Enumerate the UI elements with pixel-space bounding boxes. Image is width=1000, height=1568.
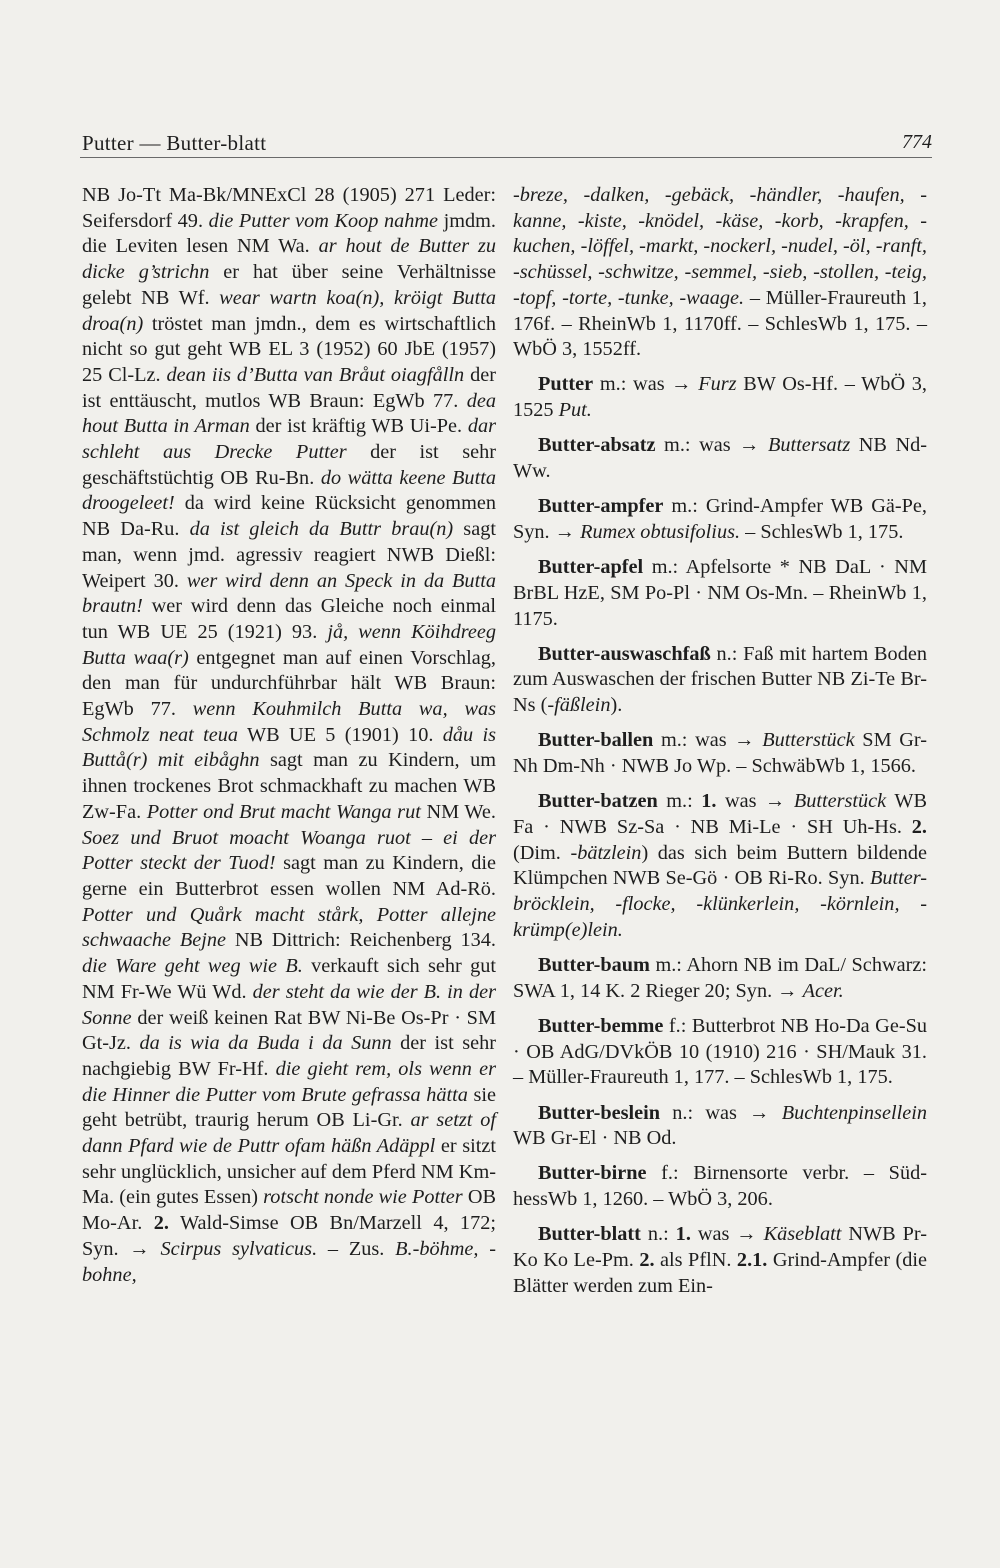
- entry-headword: Butter-apfel: [538, 556, 644, 579]
- dictionary-entry: [513, 555, 927, 632]
- header-rule: [80, 157, 932, 158]
- dictionary-entry: [513, 642, 927, 719]
- entry-list: [513, 372, 927, 1299]
- dictionary-entry: [513, 1222, 927, 1299]
- dictionary-entry: [513, 433, 927, 484]
- entry-body: m.: 1. was → Butterstück WB Fa · NWB Sz-Sa · NB Mi-Le · SH Uh-Hs. 2. (Dim. -bätzlein) das sich beim Buttern bildende Klümpchen NWB Se-Gö · OB Ri-Ro. Syn. Butter-bröcklein, -flocke, -klünkerlein, -körnlein, -krümp(e)lein.: [513, 790, 927, 941]
- entry-headword: Butter-baum: [538, 953, 650, 976]
- entry-headword: Butter-birne: [538, 1162, 647, 1185]
- entry-body: n.: was → Buchtenpinsellein WB Gr-El · NB Od.: [513, 1101, 927, 1150]
- entry-body: m.: Apfelsorte * NB DaL · NM BrBL HzE, SM Po-Pl · NM Os-Mn. – RheinWb 1, 1175.: [513, 556, 927, 630]
- dictionary-entry: [513, 372, 927, 423]
- dictionary-entry: [513, 953, 927, 1004]
- entry-body: f.: Birnensorte verbr. – SüdhessWb 1, 1260. – WbÖ 3, 206.: [513, 1162, 927, 1211]
- dictionary-entry: [513, 1014, 927, 1091]
- dictionary-entry: [513, 1161, 927, 1212]
- entry-continuation: -breze, -dalken, -gebäck, -händler, -haufen, -kanne, -kiste, -knödel, -käse, -korb, -krapfen, -kuchen, -löffel, -markt, -nockerl, -nudel, -öl, -ranft, -schüssel, -schwitze, -semmel, -sieb, -stollen, -teig, -topf, -torte, -tunke, -waage. – Müller-Fraureuth 1, 176f. – RheinWb 1, 1170ff. – SchlesWb 1, 175. – WbÖ 3, 1552ff.: [513, 184, 927, 361]
- entry-body: m.: was → Buttersatz NB Nd-Ww.: [513, 434, 927, 483]
- entry-headword: Butter-beslein: [538, 1101, 661, 1124]
- dictionary-entry: [513, 494, 927, 545]
- dictionary-entry: [513, 789, 927, 943]
- dictionary-entry: [513, 728, 927, 779]
- entry-headword: Butter-batzen: [538, 790, 658, 813]
- right-column: [513, 183, 927, 1299]
- entry-body: m.: was → Butterstück SM Gr-Nh Dm-Nh · NWB Jo Wp. – SchwäbWb 1, 1566.: [513, 729, 928, 778]
- entry-headword: Butter-auswaschfaß: [538, 642, 711, 665]
- entry-body: m.: Grind-Ampfer WB Gä-Pe, Syn. → Rumex obtusifolius. – SchlesWb 1, 175.: [513, 495, 927, 543]
- entry-body: n.: 1. was → Käseblatt NWB Pr-Ko Ko Le-Pm. 2. als PflN. 2.1. Grind-Ampfer (die Blätter werden zum Ein-: [513, 1223, 927, 1297]
- entry-body: m.: Ahorn NB im DaL/ Schwarz: SWA 1, 14 K. 2 Rieger 20; Syn. → Acer.: [513, 953, 927, 1002]
- entry-body: f.: Butterbrot NB Ho-Da Ge-Su · OB AdG/DVkÖB 10 (1910) 216 · SH/Mauk 31. – Müller-Fraureuth 1, 177. – SchlesWb 1, 175.: [513, 1014, 927, 1089]
- entry-headword: Butter-absatz: [538, 434, 656, 457]
- entry-body: m.: was → Furz BW Os-Hf. – WbÖ 3, 1525 Put.: [513, 373, 927, 422]
- running-head-title: Putter — Butter-blatt: [82, 131, 267, 155]
- left-column: [82, 183, 496, 1288]
- page-number: 774: [902, 131, 932, 153]
- entry-headword: Butter-blatt: [538, 1223, 641, 1246]
- entry-headword: Butter-bemme: [538, 1014, 664, 1037]
- entry-body: n.: Faß mit hartem Boden zum Auswaschen der frischen Butter NB Zi-Te Br-Ns (-fäßlein).: [513, 642, 927, 717]
- entry-headword: Putter: [538, 373, 594, 396]
- entry-headword: Butter-ballen: [538, 729, 654, 752]
- entry-headword: Butter-ampfer: [538, 495, 664, 518]
- dictionary-entry: [513, 1101, 927, 1152]
- entry-continuation: NB Jo-Tt Ma-Bk/MNExCl 28 (1905) 271 Leder: Seifersdorf 49. die Putter vom Koop nahme jmdm. die Leviten lesen NM Wa. ar hout de Butter zu dicke g’strichn er hat über seine Verhältnisse gelebt NB Wf. wear wartn koa(n), kröigt Butta droa(n) tröstet man jmdn., dem es wirtschaftlich nicht so gut geht WB EL 3 (1952) 60 JbE (1957) 25 Cl-Lz. dean iis d’Butta van Bråut oiagfålln der ist enttäuscht, mutlos WB Braun: EgWb 77. dea hout Butta in Arman der ist kräftig WB Ui-Pe. dar schleht aus Drecke Putter der ist sehr geschäftstüchtig OB Ru-Bn. do wätta keene Butta droogeleet! da wird keine Rücksicht genommen NB Da-Ru. da ist gleich da Buttr brau(n) sagt man, wenn jmd. agressiv reagiert NWB Dießl: Weipert 30. wer wird denn an Speck in da Butta brautn! wer wird denn das Gleiche noch einmal tun WB UE 25 (1921) 93. jå, wenn Köihdreeg Butta waa(r) entgegnet man auf einen Vorschlag, den man für undurchführbar hält WB Braun: EgWb 77. wenn Kouhmilch Butta wa, was Schmolz neat teua WB UE 5 (1901) 10. dåu is Buttå(r) mit eibåghn sagt man zu Kindern, um ihnen trockenes Brot schmackhaft zu machen WB Zw-Fa. Potter ond Brut macht Wanga rut NM We. Soez und Bruot moacht Woanga ruot – ei der Potter steckt der Tuod! sagt man zu Kindern, die gerne ein Butterbrot essen wollen NM Ad-Rö. Potter und Quårk macht stårk, Potter allejne schwaache Bejne NB Dittrich: Reichenberg 134. die Ware geht weg wie B. verkauft sich sehr gut NM Fr-We Wü Wd. der steht da wie der B. in der Sonne der weiß keinen Rat BW Ni-Be Os-Pr · SM Gt-Jz. da is wia da Buda i da Sunn der ist sehr nachgiebig BW Fr-Hf. die gieht rem, ols wenn er die Hinner die Putter vom Brute gefrassa hätta sie geht betrübt, traurig herum OB Li-Gr. ar setzt of dann Pfard wie de Puttr ofam häßn Adäppl er sitzt sehr unglücklich, unsicher auf dem Pferd NM Km-Ma. (ein gutes Essen) rotscht nonde wie Potter OB Mo-Ar. 2. Wald-Simse OB Bn/Marzell 4, 172; Syn. → Scirpus sylvaticus. – Zus. B.-böhme, -bohne,: [82, 184, 497, 1286]
